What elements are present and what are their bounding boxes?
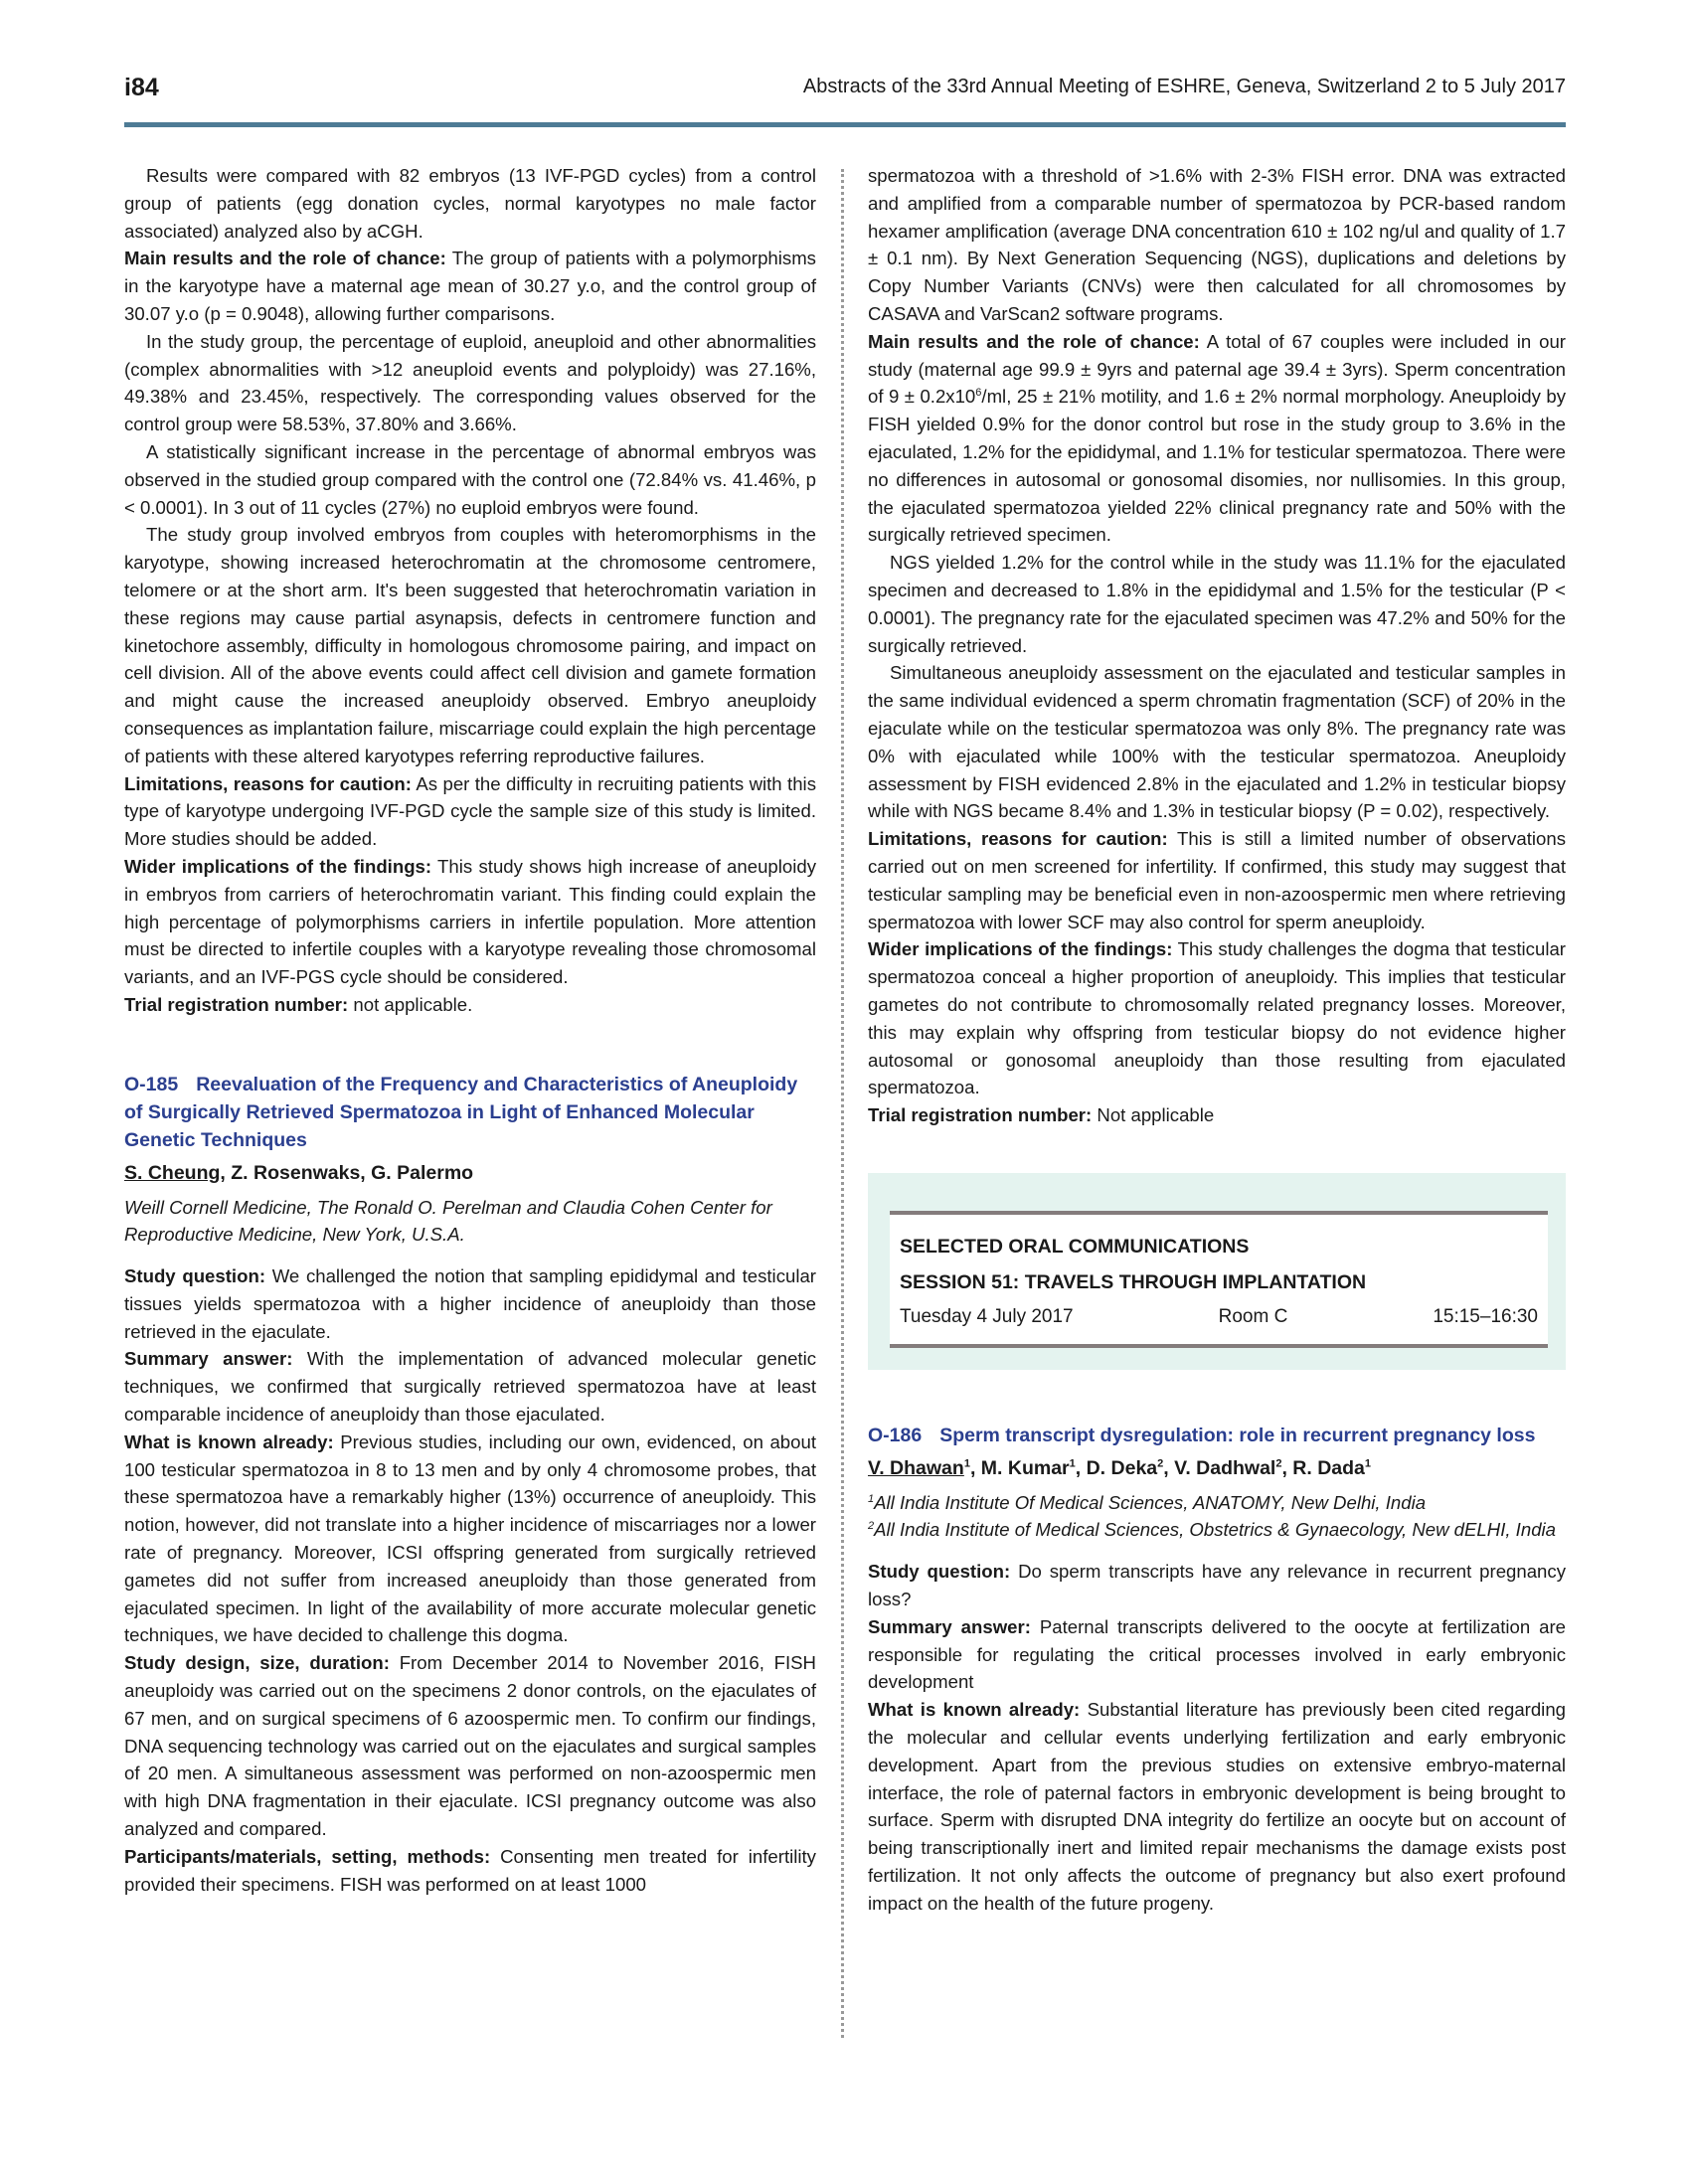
abstract-number: O-186 [868, 1424, 923, 1446]
superscript: 1 [1364, 1457, 1372, 1470]
author-list [868, 1455, 1566, 1483]
abstract-number: O-185 [124, 1073, 179, 1095]
affiliation [868, 1516, 1566, 1544]
text-run: Substantial literature has previously been cited regarding the molecular and cellular events underlying fertilization and early embryonic development. Apart from the previous studies on extensive embryo-maternal interface, the role of paternal factors in embryonic development is being brought to surface. Sperm with disrupted DNA integrity do fertilize an oocyte but on account of being transcriptionally inert and limited repair mechanisms the damage exists post fertilization. It not only affects the outcome of pregnancy but also exert profound impact on the health of the future progeny. [868, 1699, 1566, 1914]
session-time: 15:15–16:30 [1433, 1305, 1538, 1327]
text-run: , R. Dada [1281, 1456, 1365, 1479]
section-label: Summary answer: [124, 1348, 293, 1370]
session-room: Room C [1218, 1305, 1288, 1327]
section-label: Trial registration number: [124, 993, 349, 1015]
header-rule [124, 122, 1566, 127]
paragraph [124, 245, 816, 327]
text-run: Previous studies, including our own, evidenced, on about 100 testicular spermatozoa in 8 to 13 men and by only 4 chromosome probes, that these spermatozoa have a remarkably higher (13%) occurrence of aneuploidy. This notion, however, did not translate into a higher incidence of miscarriages nor a lower rate of pregnancy. Moreover, ICSI offspring generated from surgically retrieved gametes did not suffer from increased aneuploidy than those generated from ejaculated specimen. In light of the availability of more accurate molecular genetic techniques, we have decided to challenge this dogma. [124, 1430, 816, 1646]
paragraph [868, 328, 1566, 549]
abstract-title-o185 [124, 1071, 816, 1154]
abstract-title-text: Reevaluation of the Frequency and Characteristics of Aneuploidy of Surgically Retrieved Spermatozoa in Light of Enhanced Molecular Genetic Techniques [124, 1073, 798, 1151]
paragraph [124, 1649, 816, 1843]
text-run: From December 2014 to November 2016, FISH aneuploidy was carried out on the specimens 2 donor controls, on the ejaculates of 67 men, and on surgical specimens of 6 azoospermic men. To confirm our findings, DNA sequencing technology was carried out on the ejaculates and surgical samples of 20 men. A simultaneous assessment was performed on non-azoospermic men with high DNA fragmentation in their ejaculate. ICSI pregnancy outcome was also analyzed and compared. [124, 1652, 816, 1840]
presenting-author: V. Dhawan [868, 1456, 964, 1479]
superscript: 1 [868, 1492, 875, 1505]
section-label: Main results and the role of chance: [868, 330, 1200, 352]
left-column [124, 162, 816, 1898]
running-title: Abstracts of the 33rd Annual Meeting of ESHRE, Geneva, Switzerland 2 to 5 July 2017 [802, 76, 1566, 97]
text-run: , V. Dadhwal [1163, 1456, 1276, 1479]
text-run: Results were compared with 82 embryos (13 IVF-PGD cycles) from a control group of patients (egg donation cycles, normal karyotypes no male factor associated) analyzed also by aCGH. [124, 165, 816, 242]
text-run: All India Institute Of Medical Sciences, ANATOMY, New Delhi, India [874, 1491, 1427, 1513]
session-panel [890, 1211, 1548, 1348]
superscript: 1 [1069, 1457, 1076, 1470]
text-run: Simultaneous aneuploidy assessment on the ejaculated and testicular samples in the same individual evidenced a sperm chromatin fragmentation (SCF) of 20% in the ejaculate while on the testicular spermatozoa was only 8%. The pregnancy rate was 0% with ejaculated while 100% with the testicular spermatozoa. Aneuploidy assessment by FISH evidenced 2.8% in the ejaculated and 1.2% in testicular biopsy while with NGS became 8.4% and 1.3% in testicular biopsy (P = 0.02), respectively. [868, 662, 1566, 822]
paragraph [124, 438, 816, 521]
session-title: SESSION 51: TRAVELS THROUGH IMPLANTATION [900, 1270, 1367, 1293]
text-run: As per the difficulty in recruiting patients with this type of karyotype undergoing IVF-PGD cycle the sample size of this study is limited. More studies should be added. [124, 772, 816, 850]
column-divider [841, 169, 844, 2038]
text-run: Paternal transcripts delivered to the oocyte at fertilization are responsible for regulating the critical processes involved in early embryonic development [868, 1615, 1567, 1693]
text-run: not applicable. [348, 993, 473, 1015]
author-list [124, 1160, 816, 1188]
section-label: Limitations, reasons for caution: [868, 828, 1168, 850]
section-label: Wider implications of the findings: [124, 855, 432, 877]
affiliation: Weill Cornell Medicine, The Ronald O. Perelman and Claudia Cohen Center for Reproductive Medicine, New York, U.S.A. [124, 1196, 772, 1246]
session-meta [900, 1300, 1538, 1334]
text-run: The study group involved embryos from couples with heteromorphisms in the karyotype, showing increased heterochromatin at the chromosome centromere, telomere or at the short arm. It's been suggested that heterochromatin variation in these regions may cause partial asynapsis, defects in centromere function and kinetochore assembly, difficulty in homologous chromosome pairing, and impact on cell division. All of the above events could affect cell division and gamete formation and might cause the increased aneuploidy observed. Embryo aneuploidy consequences as implantation failure, miscarriage could explain the high percentage of patients with these altered karyotypes referring reproductive failures. [124, 524, 816, 766]
text-run: A total of 67 couples were included in our study (maternal age 99.9 ± 9yrs and paternal age 39.4 ± 3yrs). Sperm concentration of 9 ± 0.2x10 [868, 330, 1566, 408]
text-run: In the study group, the percentage of euploid, aneuploid and other abnormalities (complex abnormalities with >12 aneuploid events and polyploidy) was 27.16%, 49.38% and 23.45%, respectively. The corresponding values observed for the control group were 58.53%, 37.80% and 3.66%. [124, 330, 816, 435]
section-label: What is known already: [124, 1430, 334, 1452]
paragraph [868, 549, 1566, 659]
presenting-author: S. Cheung [124, 1161, 221, 1184]
text-run: This study challenges the dogma that testicular spermatozoa conceal a higher proportion of aneuploidy. This implies that testicular gametes do not contribute to chromosomally related pregnancy losses. Moreover, this may explain why offspring from testicular biopsy do not evidence higher autosomal or gonosomal aneuploidy than those resulting from ejaculated spermatozoa. [868, 938, 1566, 1098]
abstract-body-o185 [124, 1262, 816, 1898]
text-run: Do sperm transcripts have any relevance in recurrent pregnancy loss? [868, 1561, 1566, 1610]
abstract-title-o186 [868, 1422, 1566, 1449]
paragraph [868, 162, 1566, 328]
section-label: Participants/materials, setting, methods: [124, 1845, 491, 1867]
right-column [868, 162, 1566, 1918]
superscript: 2 [868, 1520, 875, 1533]
paragraph [868, 1558, 1566, 1613]
page-number: i84 [124, 74, 159, 101]
right-paragraphs [868, 162, 1566, 1129]
text-run: Not applicable [1092, 1104, 1215, 1126]
paragraph [868, 1101, 1566, 1129]
abstract-body-o186 [868, 1558, 1566, 1917]
superscript: 2 [1157, 1457, 1164, 1470]
section-label: Study design, size, duration: [124, 1652, 390, 1674]
paragraph [124, 770, 816, 853]
text-run: All India Institute of Medical Sciences, Obstetrics & Gynaecology, New dELHI, India [874, 1519, 1557, 1541]
left-paragraphs [124, 162, 816, 1019]
section-label: Study question: [124, 1265, 266, 1287]
text-run: This is still a limited number of observations carried out on men screened for infertility. If confirmed, this study may suggest that testicular sampling may be beneficial even in non-azoospermic men where retrieving spermatozoa with lower SCF may also control for sperm aneuploidy. [868, 828, 1566, 932]
session-box [868, 1173, 1566, 1370]
section-label: What is known already: [868, 1699, 1081, 1721]
text-run: NGS yielded 1.2% for the control while in the study was 11.1% for the ejaculated specimen and decreased to 1.8% in the epididymal and 1.5% for the testicular (P < 0.0001). The pregnancy rate for the ejaculated specimen was 47.2% and 50% for the surgically retrieved. [868, 552, 1566, 656]
text-run: , Z. Rosenwaks, G. Palermo [220, 1161, 474, 1184]
section-label: Main results and the role of chance: [124, 248, 446, 269]
superscript: 1 [963, 1457, 970, 1470]
text-run: This study shows high increase of aneuploidy in embryos from carriers of heterochromatin variant. This finding could explain the high percentage of polymorphisms carriers in infertile population. More attention must be directed to infertile couples with a karyotype revealing those chromosomal variants, and an IVF-PGS cycle should be considered. [124, 855, 816, 988]
paragraph [868, 1696, 1566, 1917]
paragraph [124, 162, 816, 245]
paragraph [868, 659, 1566, 825]
paragraph [124, 1843, 816, 1899]
paragraph [124, 991, 816, 1019]
affiliation [868, 1489, 1566, 1517]
text-run: A statistically significant increase in the percentage of abnormal embryos was observed in the studied group compared with the control one (72.84% vs. 41.46%, p < 0.0001). In 3 out of 11 cycles (27%) no euploid embryos were found. [124, 440, 816, 518]
abstract-title-text: Sperm transcript dysregulation: role in recurrent pregnancy loss [939, 1424, 1536, 1446]
session-heading: SELECTED ORAL COMMUNICATIONS [900, 1235, 1250, 1258]
text-run: We challenged the notion that sampling epididymal and testicular tissues yields spermatozoa with a higher incidence of aneuploidy than those retrieved in the ejaculate. [124, 1265, 816, 1342]
text-run: The group of patients with a polymorphisms in the karyotype have a maternal age mean of 30.27 y.o, and the control group of 30.07 y.o (p = 0.9048), allowing further comparisons. [124, 248, 816, 324]
text-run: , D. Deka [1075, 1456, 1158, 1479]
session-date: Tuesday 4 July 2017 [900, 1305, 1074, 1327]
paragraph [124, 1345, 816, 1428]
section-label: Wider implications of the findings: [868, 938, 1173, 960]
paragraph [124, 328, 816, 438]
affiliations [868, 1489, 1566, 1545]
superscript: 2 [1275, 1457, 1282, 1470]
text-run: , M. Kumar [969, 1456, 1070, 1479]
section-label: Trial registration number: [868, 1104, 1093, 1126]
text-run: /ml, 25 ± 21% motility, and 1.6 ± 2% normal morphology. Aneuploidy by FISH yielded 0.9% for the donor control but rose in the study group to 3.6% in the ejaculated, 1.2% for the epididymal, and 1.1% for testicular spermatozoa. There were no differences in autosomal or gonosomal disomies, nor nullisomies. In this group, the ejaculated spermatozoa yielded 22% clinical pregnancy rate and 50% with the surgically retrieved specimen. [868, 386, 1566, 546]
text-run: spermatozoa with a threshold of >1.6% with 2-3% FISH error. DNA was extracted and amplified from a comparable number of spermatozoa by PCR-based random hexamer amplification (average DNA concentration 610 ± 102 ng/ul and quality of 1.7 ± 0.1 nm). By Next Generation Sequencing (NGS), duplications and deletions by Copy Number Variants (CNVs) were then calculated for all chromosomes by CASAVA and VarScan2 software programs. [868, 165, 1566, 324]
paragraph [124, 853, 816, 991]
paragraph [124, 1428, 816, 1649]
section-label: Study question: [868, 1561, 1011, 1583]
section-label: Limitations, reasons for caution: [124, 772, 412, 794]
paragraph [868, 825, 1566, 935]
paragraph [868, 1613, 1566, 1696]
section-label: Summary answer: [868, 1615, 1031, 1637]
text-run: With the implementation of advanced molecular genetic techniques, we confirmed that surgically retrieved spermatozoa have at least comparable incidence of aneuploidy than those ejaculated. [124, 1348, 817, 1426]
superscript: 6 [975, 387, 982, 400]
paragraph [124, 1262, 816, 1345]
paragraph [124, 521, 816, 769]
text-run: Consenting men treated for infertility provided their specimens. FISH was performed on at least 1000 [124, 1845, 816, 1895]
paragraph [868, 935, 1566, 1101]
